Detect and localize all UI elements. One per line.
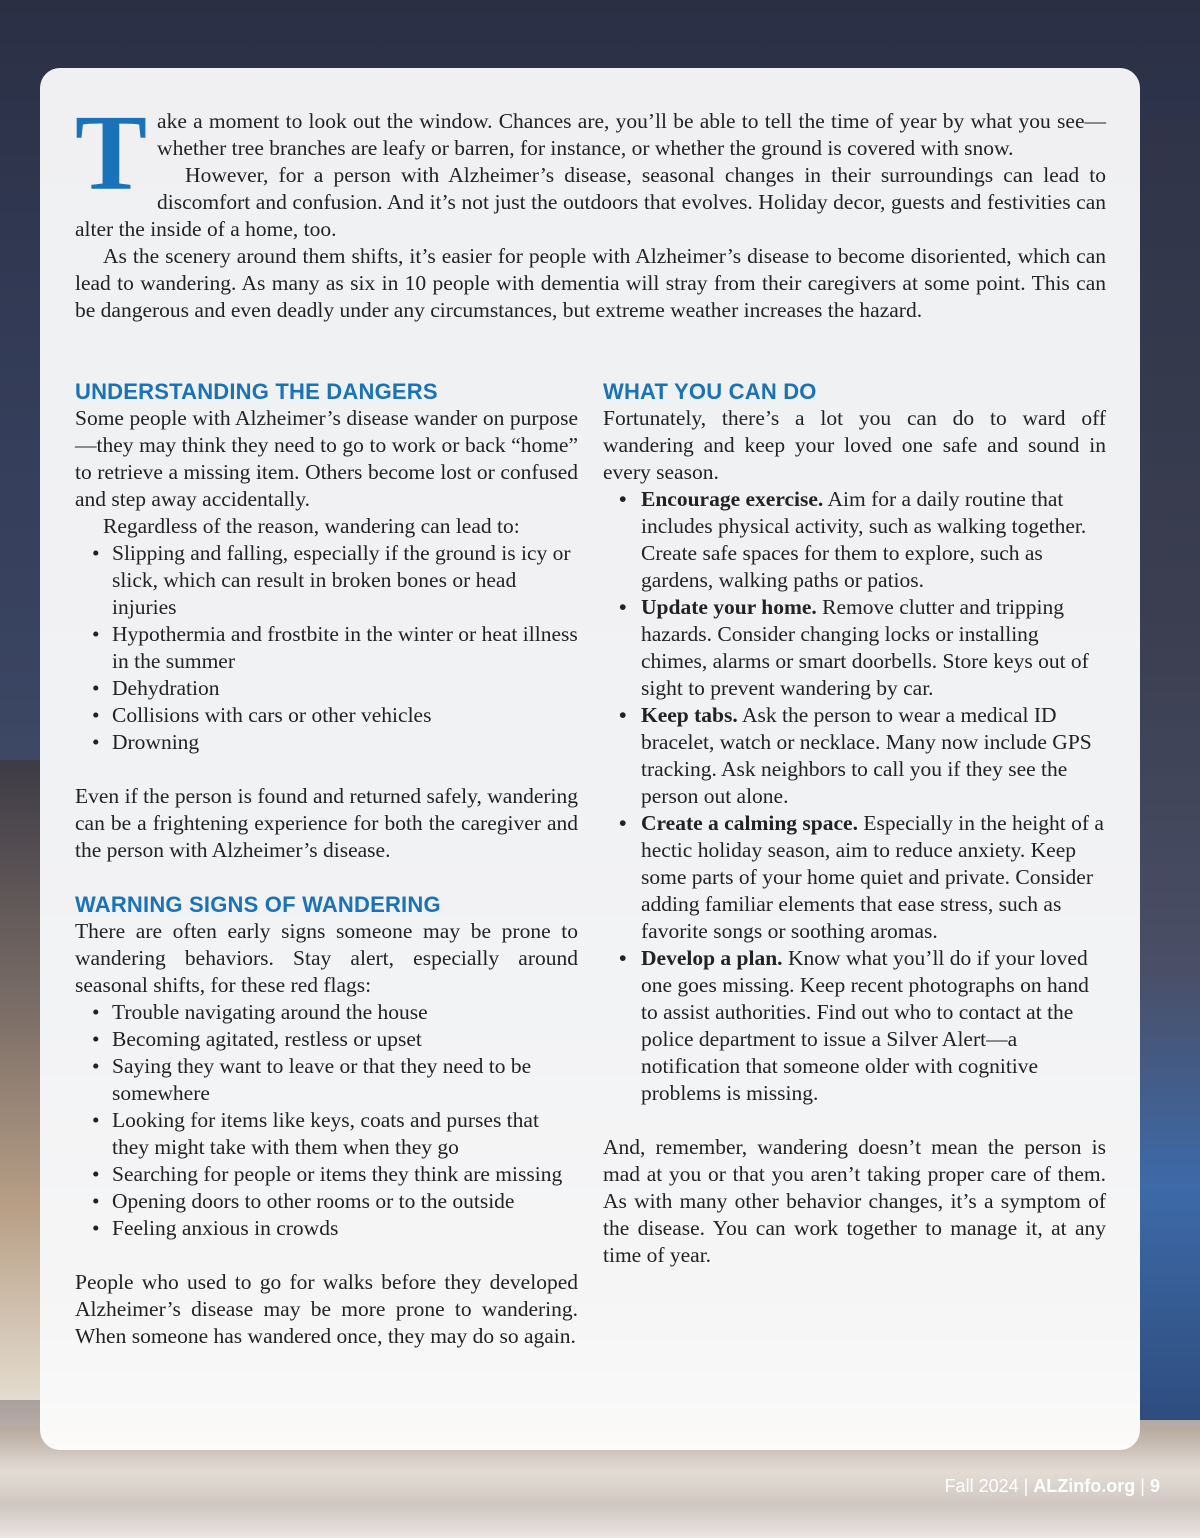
page-footer xyxy=(945,1476,1160,1497)
right-column xyxy=(603,378,1106,1269)
left-column xyxy=(75,378,578,1350)
page-number: 9 xyxy=(1149,1476,1160,1496)
list-item: • Hypothermia and frostbite in the winter or heat illness in the summer xyxy=(75,621,578,675)
list-item xyxy=(603,810,1106,945)
list-item: • Trouble navigating around the house xyxy=(75,999,578,1026)
dangers-paragraph-1: Some people with Alzheimer’s disease wander on purpose—they may think they need to go to work or back “home” to retrieve a missing item. Others become lost or confused and step away accidentally. xyxy=(75,406,578,511)
issue-label: Fall 2024 xyxy=(944,1476,1019,1496)
footer-separator: | xyxy=(1135,1476,1150,1496)
list-item-text: Know what you’ll do if your loved one goes missing. Keep recent photographs on hand to assist authorities. Find out who to contact at the police department to issue a Silver Alert—a notification that someone older with cognitive problems is missing. xyxy=(641,946,1089,1105)
list-item: • Looking for items like keys, coats and purses that they might take with them when they go xyxy=(75,1107,578,1161)
list-item: • Drowning xyxy=(75,729,578,756)
list-item: • Slipping and falling, especially if the ground is icy or slick, which can result in broken bones or head injuries xyxy=(75,540,578,621)
warning-paragraph-1: There are often early signs someone may be prone to wandering behaviors. Stay alert, especially around seasonal shifts, for these red flags: xyxy=(75,919,578,997)
warning-list xyxy=(75,999,578,1242)
list-item: • Opening doors to other rooms or to the outside xyxy=(75,1188,578,1215)
list-item: • Dehydration xyxy=(75,675,578,702)
intro-paragraph-3: As the scenery around them shifts, it’s easier for people with Alzheimer’s disease to become disoriented, which can lead to wandering. As many as six in 10 people with dementia will stray from their caregivers at some point. This can be dangerous and even deadly under any circumstances, but extreme weather increases the hazard. xyxy=(75,244,1106,322)
list-item-text: Especially in the height of a hectic holiday season, aim to reduce anxiety. Keep some parts of your home quiet and private. Consider adding familiar elements that ease stress, such as favorite songs or soothing aromas. xyxy=(641,811,1104,943)
section-heading-dangers: UNDERSTANDING THE DANGERS xyxy=(75,379,438,404)
list-item-text: Aim for a daily routine that includes physical activity, such as walking together. Create safe spaces for them to explore, such as gardens, walking paths or patios. xyxy=(641,487,1087,592)
dangers-paragraph-3: Even if the person is found and returned safely, wandering can be a frightening experience for both the caregiver and the person with Alzheimer’s disease. xyxy=(75,784,578,862)
intro-paragraph-1-text: ake a moment to look out the window. Chances are, you’ll be able to tell the time of year by what you see—whether tree branches are leafy or barren, for instance, or whether the ground is covered with snow. xyxy=(157,109,1106,160)
list-item: • Searching for people or items they think are missing xyxy=(75,1161,578,1188)
list-item-lead: Update your home. xyxy=(641,595,817,619)
actions-paragraph-2: And, remember, wandering doesn’t mean the person is mad at you or that you aren’t taking proper care of them. As with many other behavior changes, it’s a symptom of the disease. You can work together to manage it, at any time of year. xyxy=(603,1135,1106,1267)
background-buildings xyxy=(0,760,40,1400)
actions-list xyxy=(603,486,1106,1107)
dangers-list xyxy=(75,540,578,756)
section-heading-actions: WHAT YOU CAN DO xyxy=(603,379,817,404)
list-item-lead: Develop a plan. xyxy=(641,946,783,970)
list-item: • Feeling anxious in crowds xyxy=(75,1215,578,1242)
website-link[interactable]: ALZinfo.org xyxy=(1033,1476,1136,1496)
list-item xyxy=(603,486,1106,594)
list-item: • Collisions with cars or other vehicles xyxy=(75,702,578,729)
drop-cap: T xyxy=(75,94,148,213)
warning-paragraph-2: People who used to go for walks before they developed Alzheimer’s disease may be more prone to wandering. When someone has wandered once, they may do so again. xyxy=(75,1270,578,1348)
list-item-text: Ask the person to wear a medical ID bracelet, watch or necklace. Many now include GPS tracking. Ask neighbors to call you if they see the person out alone. xyxy=(641,703,1092,808)
footer-separator: | xyxy=(1018,1476,1034,1496)
list-item xyxy=(603,945,1106,1107)
list-item: • Saying they want to leave or that they need to be somewhere xyxy=(75,1053,578,1107)
list-item-lead: Keep tabs. xyxy=(641,703,738,727)
list-item-lead: Encourage exercise. xyxy=(641,487,824,511)
list-item-text: Remove clutter and tripping hazards. Consider changing locks or installing chimes, alarms or smart doorbells. Store keys out of sight to prevent wandering by car. xyxy=(641,595,1089,700)
list-item-lead: Create a calming space. xyxy=(641,811,858,835)
intro-paragraph-2: However, for a person with Alzheimer’s disease, seasonal changes in their surroundings can lead to discomfort and confusion. And it’s not just the outdoors that evolves. Holiday decor, guests and festivities can alter the inside of a home, too. xyxy=(75,163,1106,241)
actions-paragraph-1: Fortunately, there’s a lot you can do to ward off wandering and keep your loved one safe and sound in every season. xyxy=(603,406,1106,484)
list-item: • Becoming agitated, restless or upset xyxy=(75,1026,578,1053)
section-heading-warning: WARNING SIGNS OF WANDERING xyxy=(75,892,441,917)
list-item xyxy=(603,702,1106,810)
dangers-paragraph-2: Regardless of the reason, wandering can lead to: xyxy=(103,514,520,538)
article-card xyxy=(40,68,1140,1450)
background-trees xyxy=(1140,120,1200,1420)
article-intro xyxy=(75,94,1106,324)
list-item xyxy=(603,594,1106,702)
